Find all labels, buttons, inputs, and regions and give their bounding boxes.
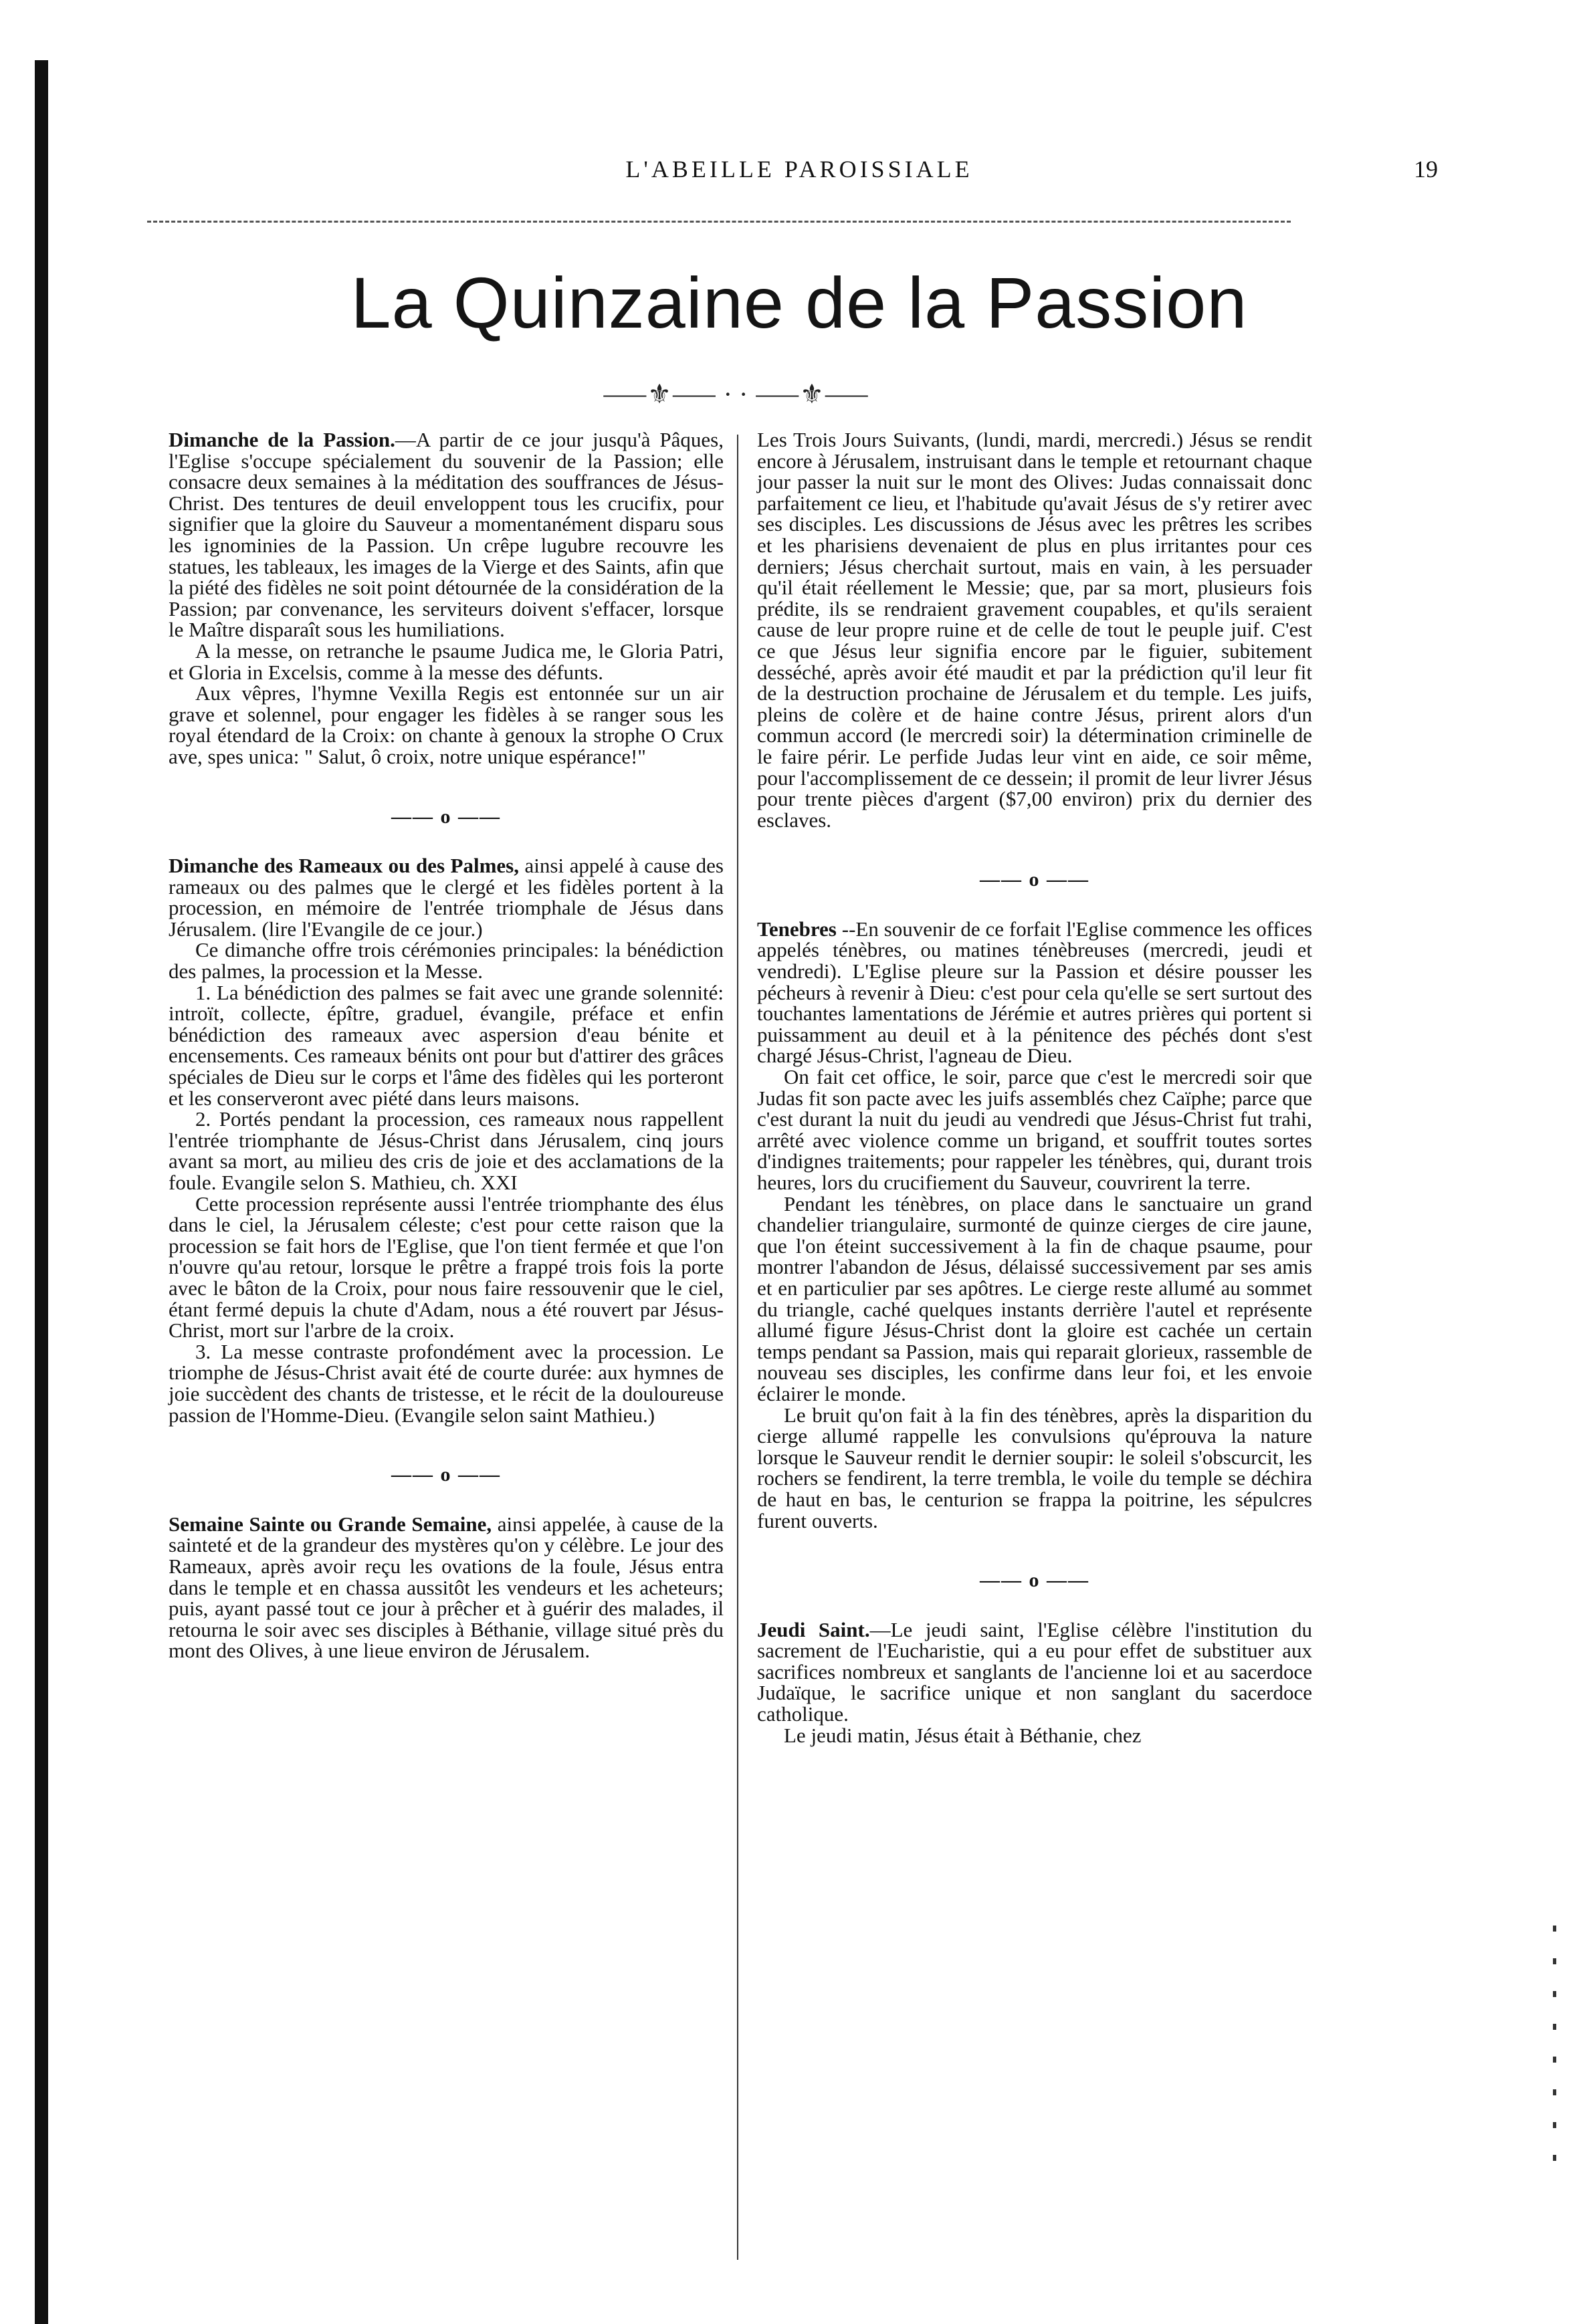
section-heading: Tenebres bbox=[757, 917, 837, 941]
section-paragraph: A la messe, on retranche le psaume Judica me, le Gloria Patri, et Gloria in Excelsis, comme à la messe des défunts. bbox=[169, 638, 724, 684]
section-separator: —— o —— bbox=[391, 805, 501, 828]
section-paragraph: Ce dimanche offre trois cérémonies principales: la bénédiction des palmes, la procession et la Messe. bbox=[169, 938, 724, 983]
section-heading: Jeudi Saint. bbox=[757, 1617, 870, 1641]
section-heading: Semaine Sainte ou Grande Semaine, bbox=[169, 1512, 492, 1536]
page-header bbox=[134, 152, 1465, 186]
section-paragraph: Les Trois Jours Suivants, (lundi, mardi, mercredi.) Jésus se rendit encore à Jérusalem, instruisant dans le temple et retournant chaque jour passer la nuit sur le mont des Olives: Judas connaissait donc parfaitement ce lieu, et l'habitude qu'avait Jésus de s'y retirer avec ses disciples. Les discussions de Jésus avec les prêtres les scribes et les pharisiens devenaient de plus en plus irritantes pour ces derniers; Jésus cherchait surtout, mais en vain, à les persuader qu'il était réellement le Messie; que, par sa mort, plusieurs fois prédite, ils se rendraient gravement coupables, et qu'ils seraient cause de leur propre ruine et de celle de tout le peuple juif. C'est ce que Jésus leur signifia encore par le figuier, subitement desséché, après avoir été maudit et par la prédiction qu'il leur fit de la destruction prochaine de Jérusalem et du temple. Les juifs, pleins de colère et de haine contre Jésus, prirent alors d'un commun accord (le mercredi soir) la détermination criminelle de le faire périr. Le perfide Judas leur vint en aide, ce soir même, pour l'accomplissement de ce dessein; il promit de leur livrer Jésus pour trente pièces d'argent ($7,00 environ) prix du dernier des esclaves. bbox=[757, 428, 1312, 832]
section-separator: —— o —— bbox=[391, 1464, 501, 1486]
running-title: L'ABEILLE PAROISSIALE bbox=[625, 156, 973, 183]
section-trois-jours bbox=[757, 429, 1312, 830]
section-dimanche-passion bbox=[169, 429, 724, 768]
title-ornament: ⸺⚜⸺ · · ⸺⚜⸺ bbox=[602, 379, 869, 409]
section-paragraph: Dimanche de la Passion.—A partir de ce jour jusqu'à Pâques, l'Eglise s'occupe spécialement du souvenir de la Passion; elle consacre deux semaines à la méditation des souffrances de Jésus-Christ. Des tentures de deuil enveloppent tous les crucifix, pour signifier que la gloire du Sauveur a momentanément disparu sous les ignominies de la Passion. Un crêpe lugubre recouvre les statues, les tableaux, les images de la Vierge et des Saints, afin que la piété des fidèles ne soit point détournée de la considération de la Passion; par convenance, les serviteurs doivent s'effacer, lorsque le Maître disparaît sous les humiliations. bbox=[169, 428, 724, 642]
section-paragraph: 2. Portés pendant la procession, ces rameaux nous rappellent l'entrée triomphante de Jésus-Christ dans Jérusalem, cinq jours avant sa mort, au milieu des cris de joie et des acclamations de la foule. Evangile selon S. Mathieu, ch. XXI bbox=[169, 1107, 724, 1194]
section-paragraph: Le jeudi matin, Jésus était à Béthanie, chez bbox=[784, 1723, 1142, 1747]
section-heading-line: Dimanche des Rameaux ou des Palmes, ainsi appelé à cause des rameaux ou des palmes que le clergé et les fidèles portent à la procession, en mémoire de l'entrée triomphale de Jésus dans Jérusalem. (lire l'Evangile de ce jour.) bbox=[169, 854, 724, 941]
left-column bbox=[169, 429, 724, 1700]
section-paragraph: Cette procession représente aussi l'entrée triomphante des élus dans le ciel, la Jérusalem céleste; c'est pour cette raison que la procession se fait hors de l'Eglise, que l'on tient fermée et que l'on n'ouvre qu'au retour, lorsque le prêtre a frappé trois fois la porte avec le bâton de la Croix, pour nous faire ressouvenir que le ciel, étant fermé depuis la chute d'Adam, nous a été rouvert par Jésus-Christ, mort sur l'arbre de la croix. bbox=[169, 1191, 724, 1343]
section-tenebres bbox=[757, 919, 1312, 1531]
section-semaine-sainte bbox=[169, 1514, 724, 1661]
section-jeudi-saint bbox=[757, 1619, 1312, 1746]
section-paragraph: 1. La bénédiction des palmes se fait avec une grande solennité: introït, collecte, épître, graduel, évangile, préface et enfin bénédiction des rameaux avec aspersion d'eau bénite et encensements. Ces rameaux bénits ont pour but d'attirer des grâces spéciales de Dieu sur le corps et l'âme des fidèles qui les porteront et les conserveront avec piété dans leurs maisons. bbox=[169, 980, 724, 1110]
section-paragraph: Jeudi Saint.—Le jeudi saint, l'Eglise célèbre l'institution du sacrement de l'Eucharistie, qui a eu pour effet de substituer aux sacrifices nombreux et sanglants de l'ancienne loi et au sacerdoce Judaïque, le sacrifice unique et non sanglant du sacerdoce catholique. bbox=[757, 1617, 1312, 1726]
section-separator: —— o —— bbox=[980, 868, 1089, 891]
section-paragraph: 3. La messe contraste profondément avec la procession. Le triomphe de Jésus-Christ avait été de courte durée: aux hymnes de joie succèdent des chants de tristesse, et le récit de la douloureuse passion de l'Homme-Dieu. (Evangile selon saint Mathieu.) bbox=[169, 1339, 724, 1427]
scan-edge-marks bbox=[1553, 1926, 1557, 2273]
section-paragraph: Le bruit qu'on fait à la fin des ténèbres, après la disparition du cierge allumé rappelle les convulsions qu'éprouva la nature lorsque le Sauveur rendit le dernier soupir: le soleil s'obscurcit, les rochers se fendirent, la terre trembla, le voile du temple se déchira de haut en bas, le centurion se frappa la poitrine, les sépulcres furent ouverts. bbox=[757, 1403, 1312, 1532]
right-column bbox=[757, 429, 1312, 1784]
section-paragraph: Semaine Sainte ou Grande Semaine, ainsi appelée, à cause de la sainteté et de la grandeur des mystères qu'on y célèbre. Le jour des Rameaux, après avoir reçu les ovations de la foule, Jésus entra dans le temple et en chassa aussitôt les vendeurs et les acheteurs; puis, ayant passé tout ce jour à prêcher et à guérir des malades, il retourna le soir avec ses disciples à Béthanie, village situé près du mont des Olives, à une lieue environ de Jérusalem. bbox=[169, 1512, 724, 1663]
section-paragraph: On fait cet office, le soir, parce que c'est le mercredi soir que Judas fit son pacte avec les juifs assemblés chez Caïphe; parce que c'est durant la nuit du jeudi au vendredi que Jésus-Christ fut trahi, arrêté avec violence comme un brigand, et souffrit toutes sortes d'indignes traitements; pour rappeler les ténèbres, qui, durant trois heures, lors du crucifiement du Sauveur, couvrirent la terre. bbox=[757, 1065, 1312, 1194]
header-rule bbox=[147, 221, 1291, 223]
section-heading: Dimanche des Rameaux ou des Palmes, bbox=[169, 854, 519, 878]
page-number: 19 bbox=[1414, 156, 1438, 183]
section-rameaux bbox=[169, 855, 724, 1425]
section-paragraph: Pendant les ténèbres, on place dans le sanctuaire un grand chandelier triangulaire, surmonté de quinze cierges de cire jaune, que l'on éteint successivement à la fin de chaque psaume, pour montrer l'abandon de Jésus, délaissé successivement par ses amis et en particulier par ses apôtres. Le cierge reste allumé au sommet du triangle, caché quelques instants derrière l'autel et représente allumé figure Jésus-Christ dont la gloire est cachée un certain temps pendant sa Passion, mais qui reparait glorieux, rassemble de nouveau ses disciples, les confirme dans leur foi, et les envoie éclairer le monde. bbox=[757, 1191, 1312, 1405]
article-title: La Quinzaine de la Passion bbox=[350, 262, 1248, 343]
section-paragraph: Tenebres --En souvenir de ce forfait l'Eglise commence les offices appelés ténèbres, ou matines ténèbreuses (mercredi, jeudi et vendredi). L'Eglise pleure sur la Passion et désire pousser les pécheurs à revenir à Dieu: c'est pour cela qu'elle se sert surtout des touchantes lamentations de Jérémie et autres prières qui portent si puissamment au deuil et à la pénitence des péchés dont s'est chargé Jésus-Christ, l'agneau de Dieu. bbox=[757, 917, 1313, 1068]
section-separator: —— o —— bbox=[980, 1569, 1089, 1592]
section-paragraph: Aux vêpres, l'hymne Vexilla Regis est entonnée sur un air grave et solennel, pour engager les fidèles à se ranger sous les royal étendard de la Croix: on chante à genoux la strophe O Crux ave, spes unica: " Salut, ô croix, notre unique espérance!" bbox=[169, 681, 724, 768]
column-divider bbox=[737, 435, 738, 2260]
section-heading: Dimanche de la Passion. bbox=[169, 428, 395, 451]
